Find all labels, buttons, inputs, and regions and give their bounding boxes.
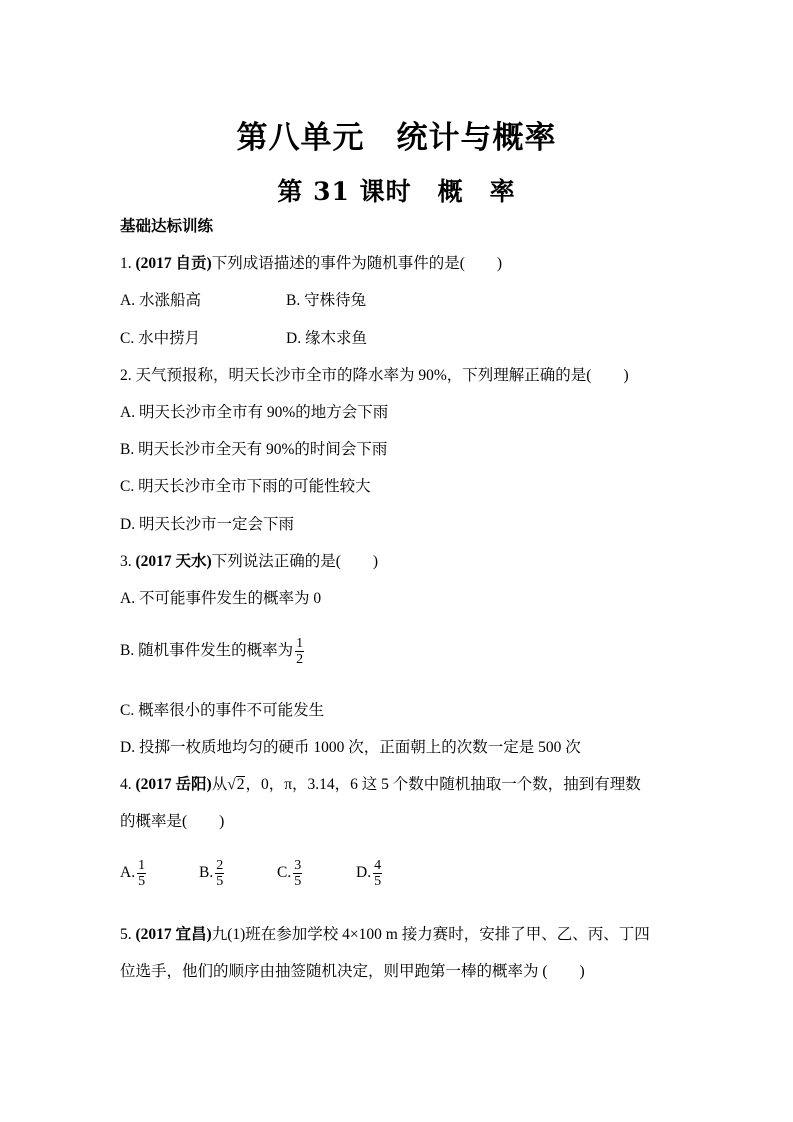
question-source: (2017 宜昌) xyxy=(135,926,212,943)
question-source: (2017 自贡) xyxy=(135,255,212,272)
question-number: 4. xyxy=(120,776,132,793)
option-c: C. $\frac{3}{5}$ xyxy=(277,858,302,889)
unit-title: 第八单元 统计与概率 xyxy=(236,120,557,156)
section-heading: 基础达标训练 xyxy=(120,218,214,235)
option-d: D. $\frac{4}{5}$ xyxy=(356,858,382,889)
question-5-line-2: 位选手，他们的顺序由抽签随机决定，则甲跑第一棒的概率为 ( ) xyxy=(120,963,585,980)
question-number: 1. xyxy=(120,255,132,272)
option-a: A. 明天长沙市全市有 90%的地方会下雨 xyxy=(120,404,389,421)
option-c: C. 概率很小的事件不可能发生 xyxy=(120,702,325,719)
question-number: 5. xyxy=(120,926,132,943)
square-root: √2 xyxy=(227,776,245,793)
question-number: 3. xyxy=(120,553,132,570)
question-1: 1. (2017 自贡)下列成语描述的事件为随机事件的是( ) xyxy=(120,255,503,272)
question-text: 下列说法正确的是( xyxy=(211,553,341,570)
option-a: A. $\frac{1}{5}$ xyxy=(120,858,146,889)
option-c: C. 水中捞月 xyxy=(120,330,201,347)
option-b: B. 随机事件发生的概率为 $\frac{1}{2}$ xyxy=(120,636,304,667)
question-4: 4. (2017 岳阳)从√2，0，π，3.14，6 这 5 个数中随机抽取一个数，抽到有理数 xyxy=(120,776,641,793)
lesson-title: 第 31 课时 概 率 xyxy=(277,177,516,206)
option-d: D. 投掷一枚质地均匀的硬币 1000 次，正面朝上的次数一定是 500 次 xyxy=(120,739,581,756)
question-4-line-2: 的概率是( ) xyxy=(120,813,225,830)
question-text: 2. 天气预报称，明天长沙市全市的降水率为 90%，下列理解正确的是( xyxy=(120,367,592,384)
option-b: B. 守株待兔 xyxy=(286,292,367,309)
option-b: B. $\frac{2}{5}$ xyxy=(199,858,224,889)
question-source: (2017 岳阳) xyxy=(135,776,212,793)
question-2: 2. 天气预报称，明天长沙市全市的降水率为 90%，下列理解正确的是( ) xyxy=(120,367,629,384)
question-text: ，0，π，3.14，6 这 5 个数中随机抽取一个数，抽到有理数 xyxy=(245,776,641,793)
question-text: 下列成语描述的事件为随机事件的是( xyxy=(211,255,465,272)
option-c: C. 明天长沙市全市下雨的可能性较大 xyxy=(120,478,371,495)
question-source: (2017 天水) xyxy=(135,553,212,570)
option-d: D. 明天长沙市一定会下雨 xyxy=(120,516,294,533)
option-d: D. 缘木求鱼 xyxy=(286,330,367,347)
option-b: B. 明天长沙市全天有 90%的时间会下雨 xyxy=(120,441,388,458)
option-a: A. 不可能事件发生的概率为 0 xyxy=(120,590,322,607)
option-a: A. 水涨船高 xyxy=(120,292,201,309)
question-text: 九(1)班在参加学校 4×100 m 接力赛时，安排了甲、乙、丙、丁四 xyxy=(211,926,650,943)
question-3: 3. (2017 天水)下列说法正确的是( ) xyxy=(120,553,379,570)
fraction: $\frac{1}{2}$ xyxy=(296,636,304,667)
question-5 xyxy=(120,925,650,945)
